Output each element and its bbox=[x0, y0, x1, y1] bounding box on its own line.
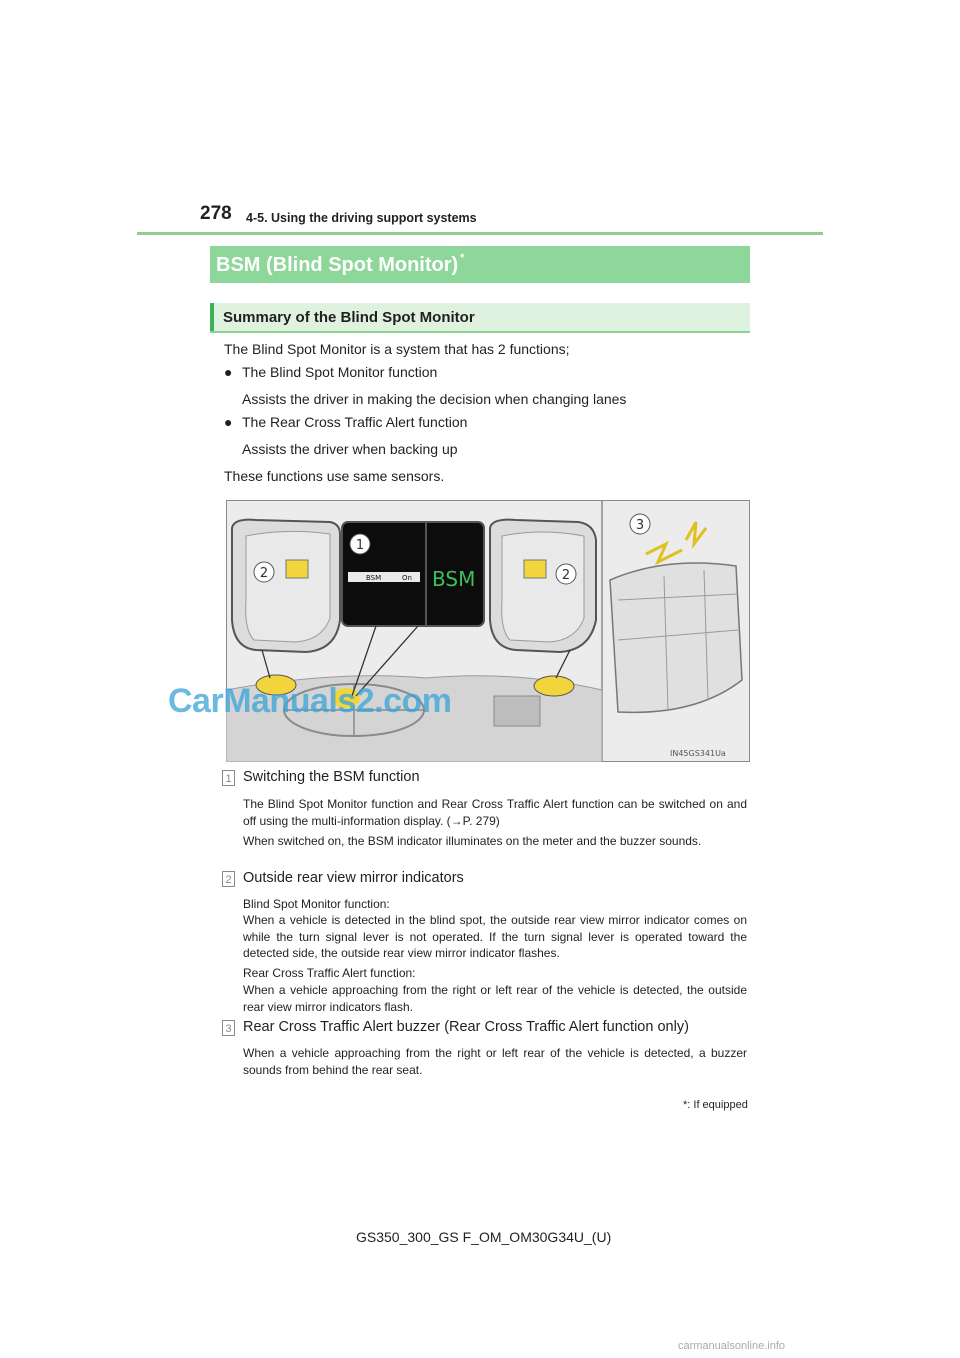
left-mirror-glass bbox=[246, 531, 330, 642]
item-number-box: 3 bbox=[222, 1020, 235, 1036]
bullet-icon: ● bbox=[224, 364, 233, 380]
item-heading: Switching the BSM function bbox=[243, 769, 420, 785]
main-heading: BSM (Blind Spot Monitor) * bbox=[216, 252, 465, 276]
left-mirror-indicator bbox=[286, 560, 308, 578]
watermark-logo: CarManuals2.com bbox=[168, 682, 452, 720]
item-paragraph: When a vehicle approaching from the right or left rear of the vehicle is detected, a buzzer sounds from behind the rear seat. bbox=[243, 1046, 747, 1077]
bsm-indicator-text: BSM bbox=[432, 567, 476, 591]
item-paragraph: The Blind Spot Monitor function and Rear Cross Traffic Alert function can be switched on and off using the multi-information display. (→P. 279) bbox=[243, 797, 747, 828]
item-heading: Outside rear view mirror indicators bbox=[243, 870, 464, 886]
center-console bbox=[494, 696, 540, 726]
subheading-rule bbox=[210, 331, 750, 333]
item-paragraph: Blind Spot Monitor function: bbox=[243, 897, 390, 911]
bullet-label: The Blind Spot Monitor function bbox=[242, 364, 438, 380]
item-paragraph: When a vehicle is detected in the blind spot, the outside rear view mirror indicator comes on while the turn signal lever is not operated. If the turn signal lever is operated toward the detected side, the outside rear view mirror indicator flashes. bbox=[243, 913, 747, 960]
bullet-desc: Assists the driver when backing up bbox=[242, 441, 458, 457]
page-number: 278 bbox=[200, 203, 232, 224]
subheading: Summary of the Blind Spot Monitor bbox=[223, 309, 475, 326]
footnote-mark: * bbox=[683, 1099, 688, 1111]
sensors-note: These functions use same sensors. bbox=[224, 468, 445, 484]
figure-code: IN45GS341Ua bbox=[670, 749, 726, 758]
section-title: 4-5. Using the driving support systems bbox=[246, 211, 477, 225]
footnote-text: : If equipped bbox=[687, 1099, 748, 1111]
item-paragraph: When switched on, the BSM indicator illuminates on the meter and the buzzer sounds. bbox=[243, 834, 702, 848]
right-mirror bbox=[534, 676, 574, 696]
callout-number: 1 bbox=[355, 538, 365, 553]
blind-spot-monitor-illustration bbox=[226, 500, 750, 762]
main-heading-banner bbox=[210, 246, 750, 283]
watermark-site: carmanualsonline.info bbox=[678, 1340, 786, 1352]
document-code: GS350_300_GS F_OM_OM30G34U_(U) bbox=[356, 1229, 612, 1245]
item-paragraph: When a vehicle approaching from the right or left rear of the vehicle is detected, the outside rear view mirror indicators flash. bbox=[243, 983, 747, 1014]
bullet-icon: ● bbox=[224, 414, 233, 430]
item-number-box: 1 bbox=[222, 770, 235, 786]
bullet-item bbox=[224, 414, 468, 430]
footnote bbox=[683, 1099, 748, 1111]
rear-seat bbox=[610, 563, 742, 712]
mid-menu-value: On bbox=[402, 574, 412, 582]
bullet-desc: Assists the driver in making the decision when changing lanes bbox=[242, 391, 627, 407]
callout-number: 2 bbox=[561, 568, 571, 583]
item-number-box: 2 bbox=[222, 871, 235, 887]
asterisk-mark: * bbox=[460, 252, 465, 264]
callout-number: 2 bbox=[259, 566, 269, 581]
item-paragraph: Rear Cross Traffic Alert function: bbox=[243, 966, 416, 980]
item-heading: Rear Cross Traffic Alert buzzer (Rear Cross Traffic Alert function only) bbox=[243, 1019, 689, 1035]
bullet-item bbox=[224, 364, 438, 380]
mid-menu-label: BSM bbox=[366, 574, 382, 582]
subheading-banner bbox=[210, 303, 750, 332]
bullet-label: The Rear Cross Traffic Alert function bbox=[242, 414, 468, 430]
right-mirror-glass bbox=[502, 532, 584, 642]
intro-text: The Blind Spot Monitor is a system that has 2 functions; bbox=[224, 341, 570, 357]
callout-number: 3 bbox=[635, 518, 645, 533]
right-mirror-indicator bbox=[524, 560, 546, 578]
illustration-svg bbox=[226, 500, 750, 762]
header-rule bbox=[137, 232, 823, 235]
